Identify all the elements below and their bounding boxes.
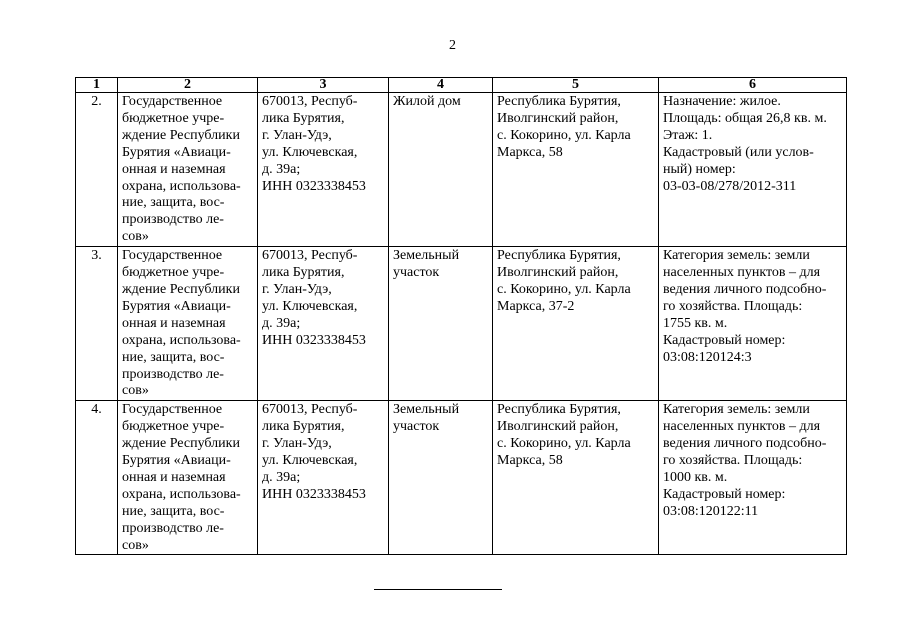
row-number-cell: 4. <box>76 401 118 555</box>
row-number-cell: 3. <box>76 247 118 401</box>
object-name-cell: Земельный участок <box>389 401 493 555</box>
holder-cell: Государственное бюджетное учре- ждение Республики Бурятия «Авиаци- онная и наземная охрана, использова- ние, защита, вос- производство ле- сов» <box>118 93 258 247</box>
column-header-1: 1 <box>76 78 118 93</box>
holder-details-cell: 670013, Респуб- лика Бурятия, г. Улан-Удэ, ул. Ключевская, д. 39а; ИНН 0323338453 <box>258 247 389 401</box>
column-header-6: 6 <box>659 78 847 93</box>
holder-details-cell: 670013, Респуб- лика Бурятия, г. Улан-Удэ, ул. Ключевская, д. 39а; ИНН 0323338453 <box>258 93 389 247</box>
holder-details-cell: 670013, Респуб- лика Бурятия, г. Улан-Удэ, ул. Ключевская, д. 39а; ИНН 0323338453 <box>258 401 389 555</box>
column-header-3: 3 <box>258 78 389 93</box>
address-cell: Республика Бурятия, Иволгинский район, с. Кокорино, ул. Карла Маркса, 58 <box>493 93 659 247</box>
page-number: 2 <box>449 38 456 53</box>
property-table <box>75 77 847 555</box>
column-header-4: 4 <box>389 78 493 93</box>
object-name-cell: Жилой дом <box>389 93 493 247</box>
table-row <box>76 93 847 247</box>
table-row <box>76 401 847 555</box>
object-name-cell: Земельный участок <box>389 247 493 401</box>
characteristics-cell: Категория земель: земли населенных пунктов – для ведения личного подсобно- го хозяйства. Площадь: 1000 кв. м. Кадастровый номер: 03:08:120122:11 <box>659 401 847 555</box>
table-header-row <box>76 78 847 93</box>
characteristics-cell: Назначение: жилое. Площадь: общая 26,8 кв. м. Этаж: 1. Кадастровый (или услов- ный) номер: 03-03-08/278/2012-311 <box>659 93 847 247</box>
end-divider-line <box>374 589 502 590</box>
column-header-2: 2 <box>118 78 258 93</box>
table-row <box>76 247 847 401</box>
holder-cell: Государственное бюджетное учре- ждение Республики Бурятия «Авиаци- онная и наземная охрана, использова- ние, защита, вос- производство ле- сов» <box>118 401 258 555</box>
characteristics-cell: Категория земель: земли населенных пунктов – для ведения личного подсобно- го хозяйства. Площадь: 1755 кв. м. Кадастровый номер: 03:08:120124:3 <box>659 247 847 401</box>
holder-cell: Государственное бюджетное учре- ждение Республики Бурятия «Авиаци- онная и наземная охрана, использова- ние, защита, вос- производство ле- сов» <box>118 247 258 401</box>
address-cell: Республика Бурятия, Иволгинский район, с. Кокорино, ул. Карла Маркса, 58 <box>493 401 659 555</box>
column-header-5: 5 <box>493 78 659 93</box>
address-cell: Республика Бурятия, Иволгинский район, с. Кокорино, ул. Карла Маркса, 37-2 <box>493 247 659 401</box>
row-number-cell: 2. <box>76 93 118 247</box>
